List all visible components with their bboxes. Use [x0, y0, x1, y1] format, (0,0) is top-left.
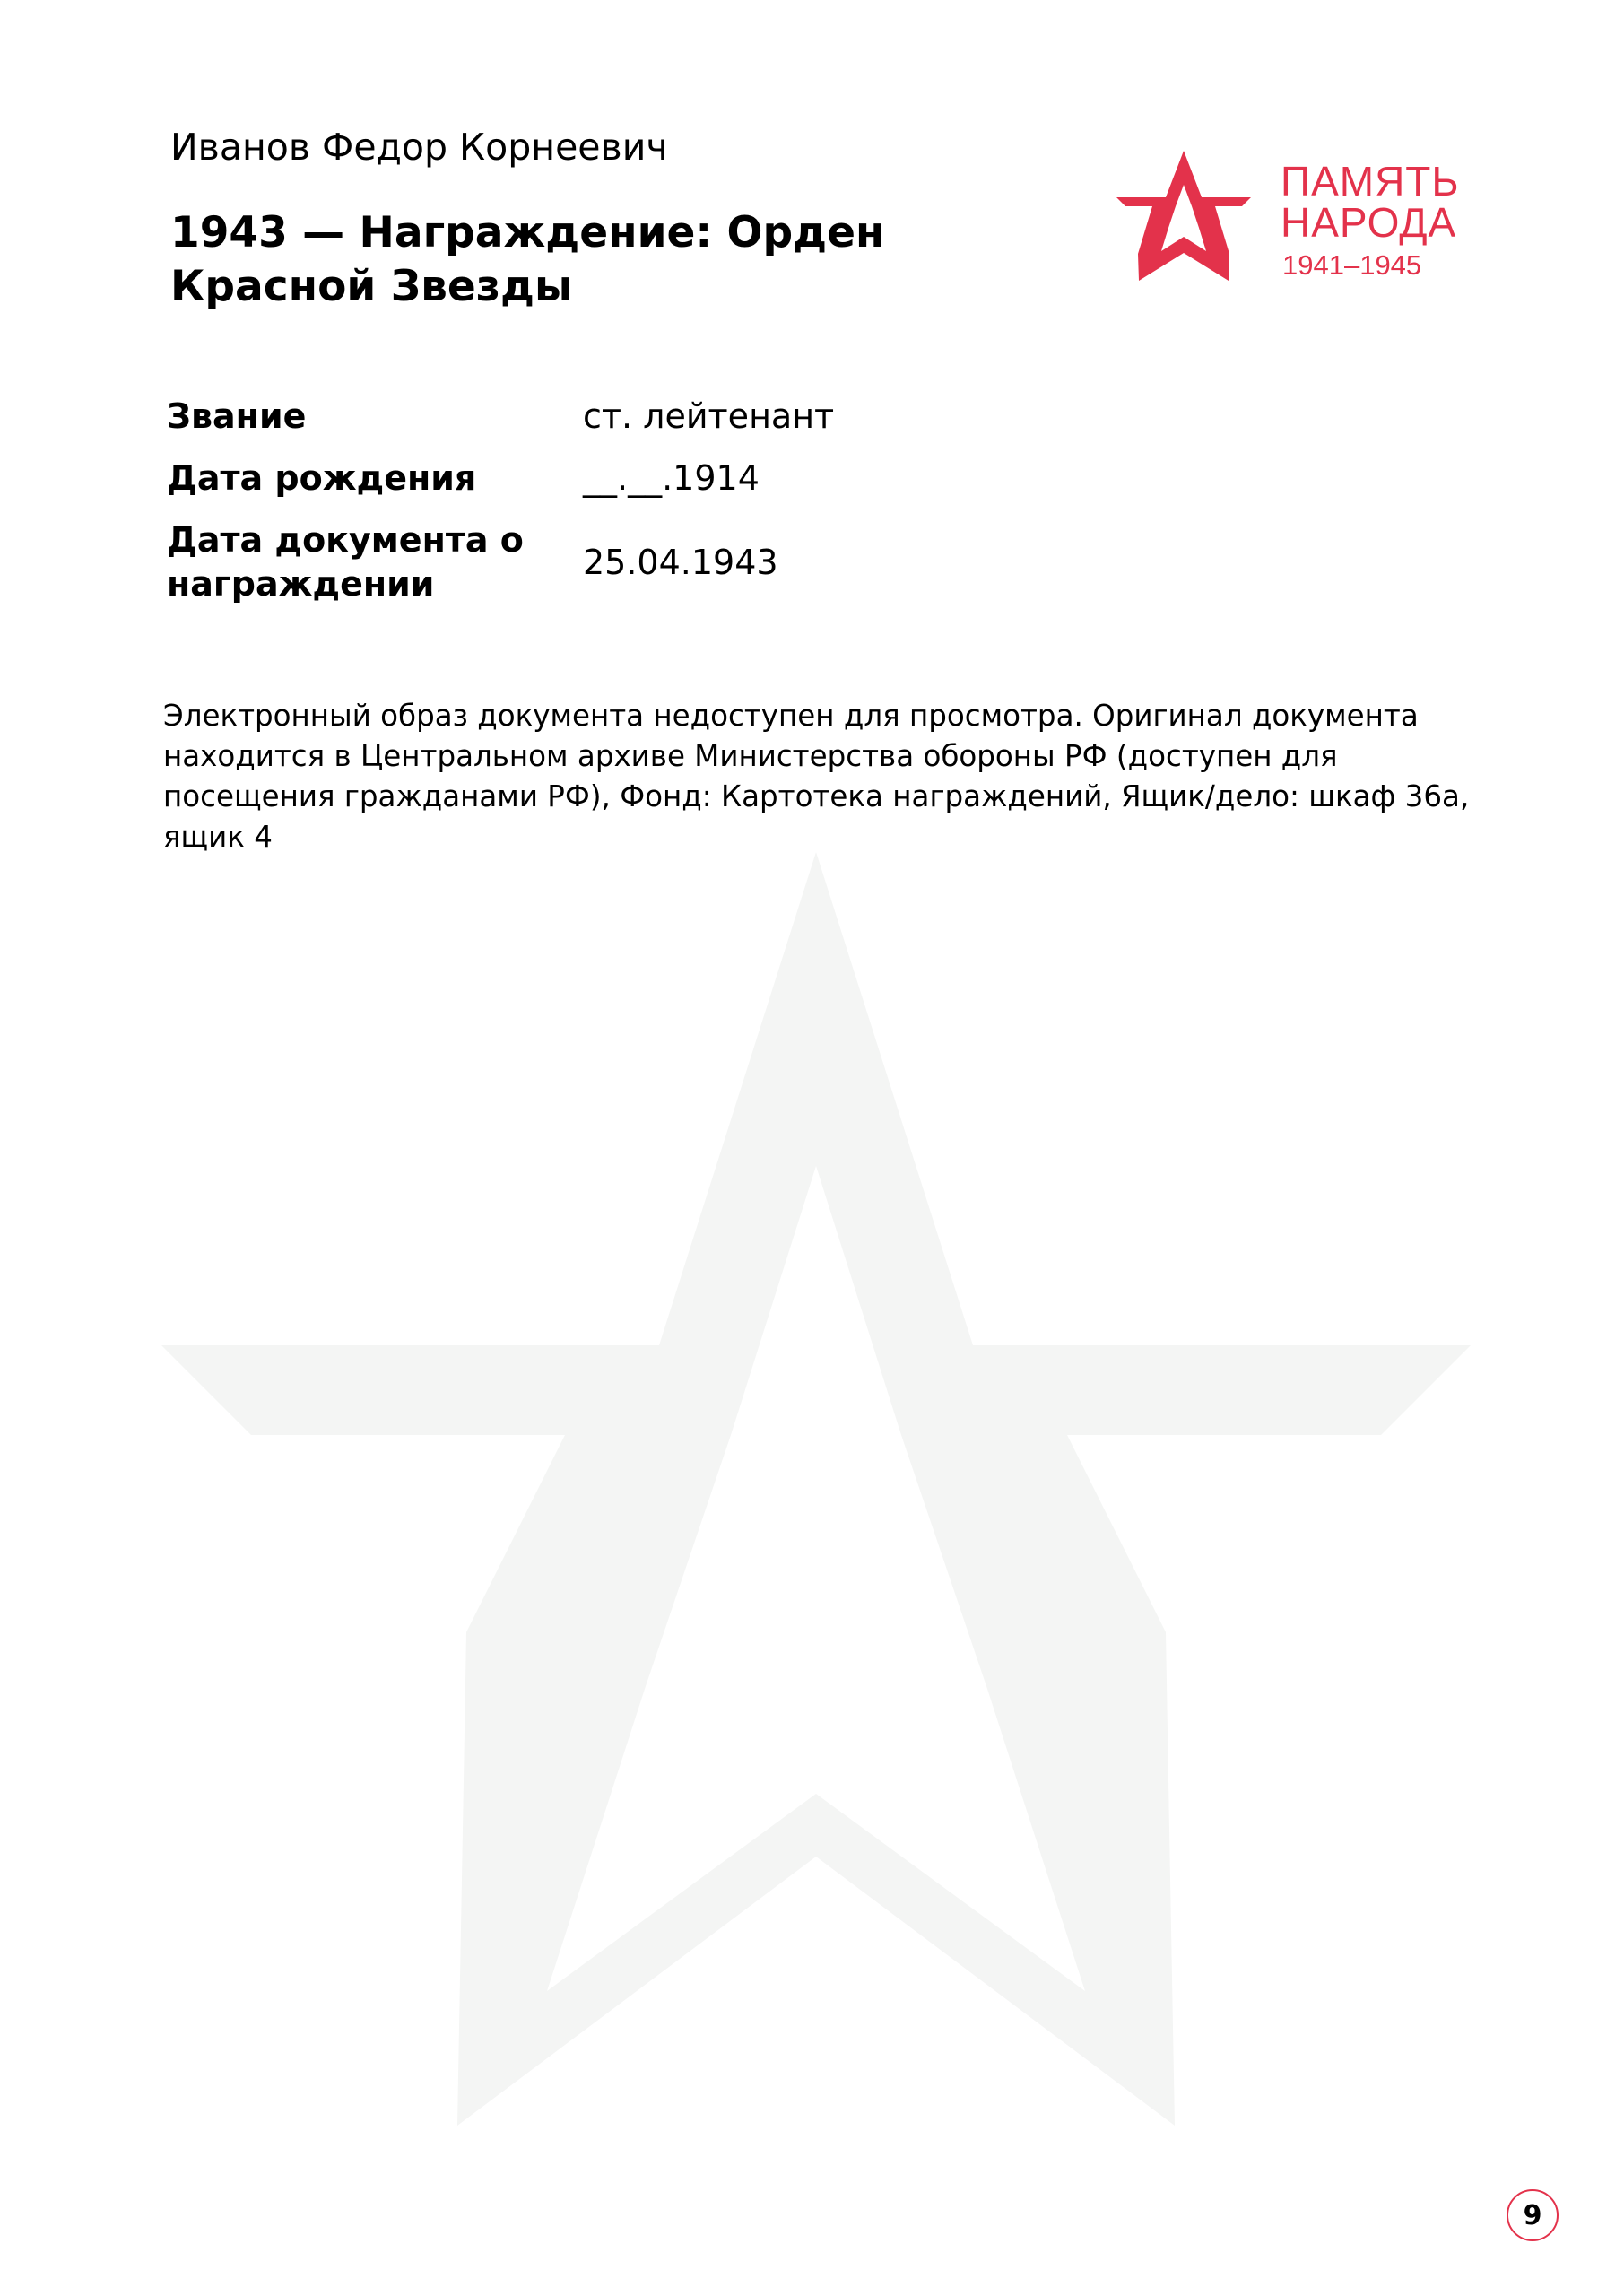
field-value: 25.04.1943 [583, 542, 778, 582]
document-title: 1943 — Награждение: Орден Красной Звезды [170, 208, 885, 311]
star-icon [1116, 151, 1251, 285]
archive-note: Электронный образ документа недоступен для просмотра. Оригинал документа находится в Центральном архиве Министерства обороны РФ (доступен для посещения гражданами РФ), Фонд: Картотека награждений, Ящик/дело: шкаф 36а, ящик 4 [163, 699, 1470, 854]
field-row-document-date [167, 518, 1333, 606]
logo-years: 1941–1945 [1282, 249, 1422, 281]
award-details [167, 395, 1333, 624]
pamyat-naroda-logo [1116, 151, 1475, 294]
person-name: Иванов Федор Корнеевич [170, 126, 668, 169]
logo-line2: НАРОДА [1281, 199, 1457, 246]
field-row-rank [167, 395, 1333, 439]
field-value: __.__.1914 [583, 458, 760, 498]
logo-line1: ПАМЯТЬ [1281, 158, 1460, 204]
field-row-birth-date [167, 457, 1333, 500]
field-label: Дата рождения [167, 458, 477, 498]
page-number: 9 [1507, 2189, 1559, 2241]
field-label: Звание [167, 396, 307, 436]
field-value: ст. лейтенант [583, 396, 835, 436]
field-label: Дата документа о награждении [167, 520, 524, 604]
